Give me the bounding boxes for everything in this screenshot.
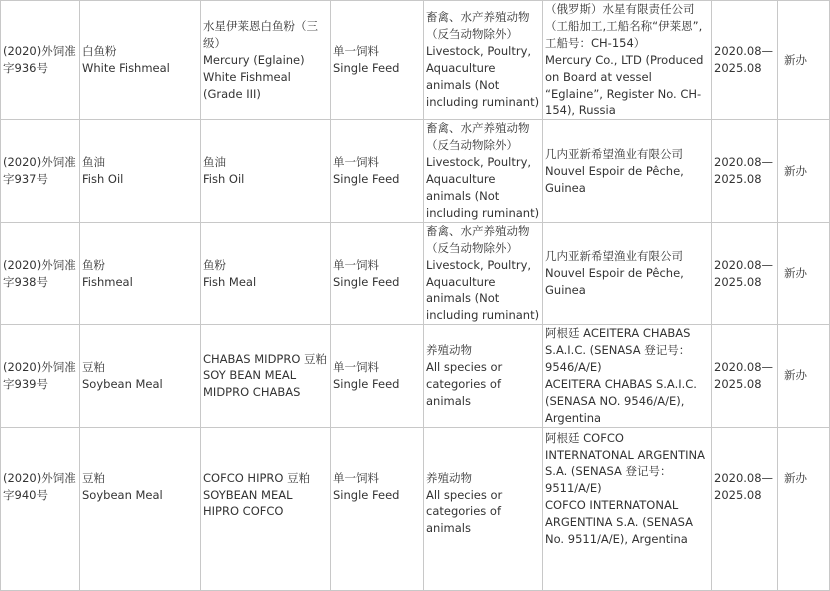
registration-number-cell: (2020)外饲准字940号 [1, 427, 80, 590]
status-cell: 新办 [778, 427, 830, 590]
validity-cell: 2020.08—2025.08 [712, 427, 778, 590]
product-name-cell: 白鱼粉 White Fishmeal [80, 1, 201, 120]
brand-name-cell: 鱼油 Fish Oil [201, 120, 331, 222]
producer-cell: （俄罗斯）水星有限责任公司（工船加工,工船名称“伊莱恩”,工船号：CH-154） Mercury Co., LTD (Produced on Board at vessel “Eglaine”, Register No. CH-154), Russia [543, 1, 712, 120]
table-row [1, 222, 830, 324]
status-cell: 新办 [778, 222, 830, 324]
validity-cell: 2020.08—2025.08 [712, 222, 778, 324]
table-row [1, 1, 830, 120]
category-cell: 单一饲料 Single Feed [331, 1, 424, 120]
table-row [1, 120, 830, 222]
brand-name-cell: COFCO HIPRO 豆粕 SOYBEAN MEAL HIPRO COFCO [201, 427, 331, 590]
product-name-cell: 鱼油 Fish Oil [80, 120, 201, 222]
producer-cell: 阿根廷 ACEITERA CHABAS S.A.I.C. (SENASA 登记号：9546/A/E) ACEITERA CHABAS S.A.I.C. (SENASA NO. 9546/A/E), Argentina [543, 325, 712, 427]
status-cell: 新办 [778, 1, 830, 120]
category-cell: 单一饲料 Single Feed [331, 222, 424, 324]
producer-cell: 几内亚新希望渔业有限公司 Nouvel Espoir de Pêche, Guinea [543, 222, 712, 324]
category-cell: 单一饲料 Single Feed [331, 427, 424, 590]
applicable-animals-cell: 畜禽、水产养殖动物（反刍动物除外） Livestock, Poultry, Aquaculture animals (Not including ruminant) [424, 120, 543, 222]
applicable-animals-cell: 畜禽、水产养殖动物（反刍动物除外） Livestock, Poultry, Aquaculture animals (Not including ruminant) [424, 222, 543, 324]
status-cell: 新办 [778, 120, 830, 222]
brand-name-cell: 水星伊莱恩白鱼粉（三级） Mercury (Eglaine) White Fishmeal (Grade III) [201, 1, 331, 120]
validity-cell: 2020.08—2025.08 [712, 325, 778, 427]
brand-name-cell: CHABAS MIDPRO 豆粕 SOY BEAN MEAL MIDPRO CHABAS [201, 325, 331, 427]
table-row [1, 325, 830, 427]
category-cell: 单一饲料 Single Feed [331, 325, 424, 427]
product-name-cell: 豆粕 Soybean Meal [80, 325, 201, 427]
registration-number-cell: (2020)外饲准字936号 [1, 1, 80, 120]
brand-name-cell: 鱼粉 Fish Meal [201, 222, 331, 324]
category-cell: 单一饲料 Single Feed [331, 120, 424, 222]
producer-cell: 几内亚新希望渔业有限公司 Nouvel Espoir de Pêche, Guinea [543, 120, 712, 222]
registration-number-cell: (2020)外饲准字938号 [1, 222, 80, 324]
status-cell: 新办 [778, 325, 830, 427]
registration-number-cell: (2020)外饲准字937号 [1, 120, 80, 222]
applicable-animals-cell: 畜禽、水产养殖动物（反刍动物除外） Livestock, Poultry, Aquaculture animals (Not including ruminant) [424, 1, 543, 120]
applicable-animals-cell: 养殖动物 All species or categories of animals [424, 427, 543, 590]
table-row [1, 427, 830, 590]
producer-cell: 阿根廷 COFCO INTERNATONAL ARGENTINA S.A. (SENASA 登记号：9511/A/E) COFCO INTERNATONAL ARGENTINA S.A. (SENASA No. 9511/A/E), Argentina [543, 427, 712, 590]
product-name-cell: 豆粕 Soybean Meal [80, 427, 201, 590]
product-name-cell: 鱼粉 Fishmeal [80, 222, 201, 324]
validity-cell: 2020.08—2025.08 [712, 1, 778, 120]
validity-cell: 2020.08—2025.08 [712, 120, 778, 222]
registration-number-cell: (2020)外饲准字939号 [1, 325, 80, 427]
applicable-animals-cell: 养殖动物 All species or categories of animals [424, 325, 543, 427]
